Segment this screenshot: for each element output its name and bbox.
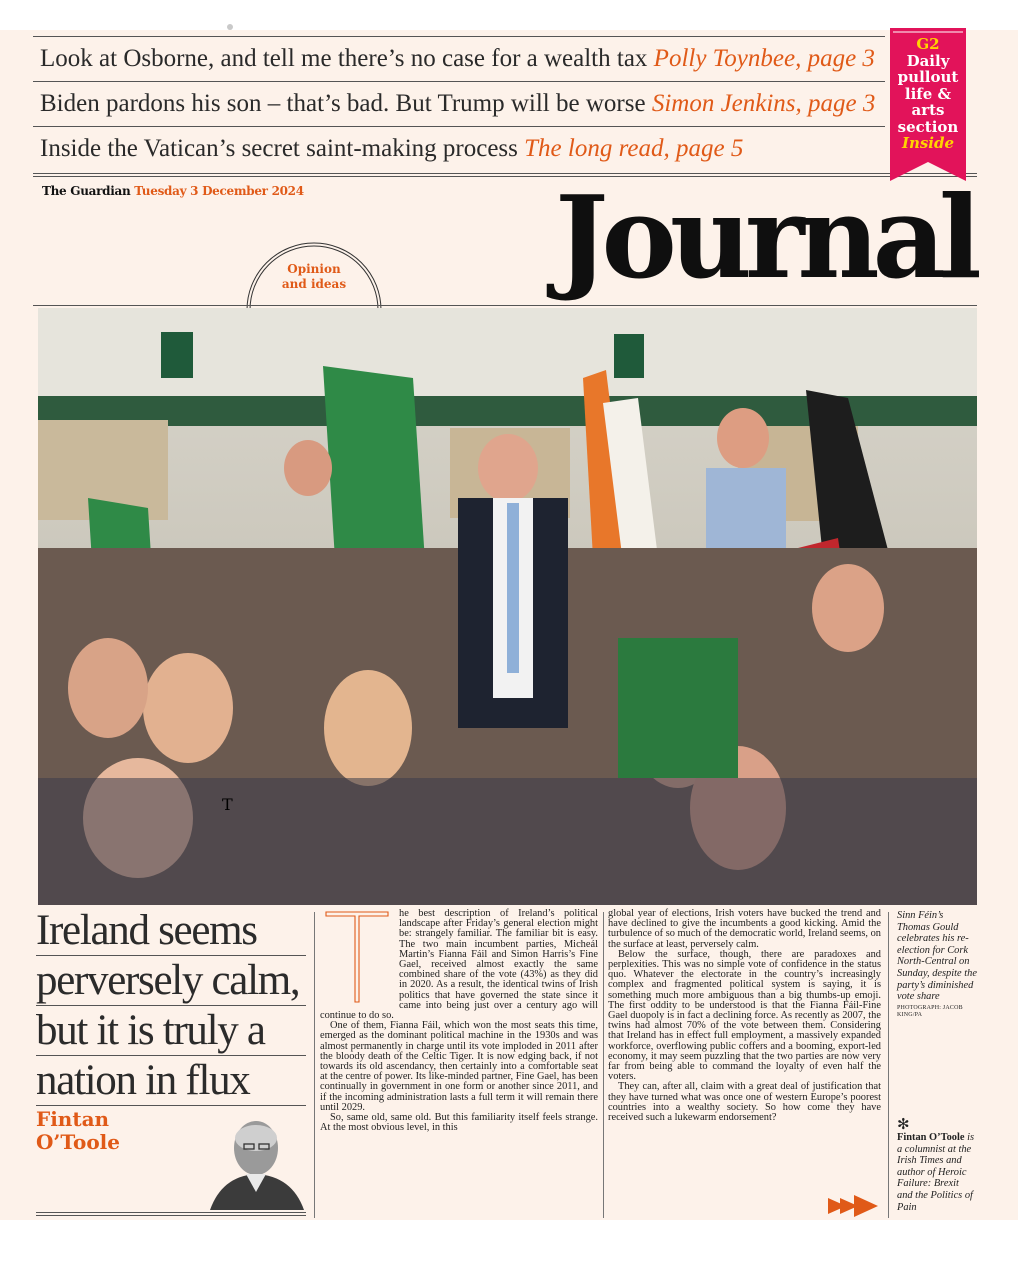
g2-text: life & <box>904 84 952 103</box>
asterisk-icon: ✻ <box>897 1117 910 1133</box>
masthead-dateline <box>42 184 304 198</box>
badge-line: Opinion <box>287 262 341 276</box>
brand-name: The Guardian <box>42 184 131 198</box>
author-photo <box>202 1110 307 1210</box>
footer-rule <box>36 1212 306 1216</box>
column-rule <box>888 912 889 1218</box>
paragraph: One of them, Fianna Fáil, which won the most seats this time, emerged as the dominant political machine in the 1930s and was almost permanently in charge until its vote imploded in 2011 after the bloody death of the Celtic Tiger. It is now edging back, if not towards its old ascendancy, then certainly into a comfortable seat at the centre of power. Its like-minded partner, Fine Gael, has been continually in government in one form or another since 2011, and if the incoming administration lasts a full term it will remain there until 2029. <box>320 1020 598 1113</box>
teaser-2[interactable] <box>33 81 885 126</box>
g2-pullout-badge[interactable] <box>890 28 966 181</box>
teaser-ref: Simon Jenkins, page 3 <box>651 90 876 117</box>
headline-line: but it is truly a <box>36 1006 306 1056</box>
author-first: Fintan <box>36 1107 110 1131</box>
g2-text: pullout <box>897 68 959 86</box>
caption-text: Sinn Féin’s Thomas Gould celebrates his re-election for Cork North-Central on Sunday, despite the party’s diminished vote share <box>897 910 977 1003</box>
article-column-2 <box>608 909 881 1123</box>
badge-line: and ideas <box>281 277 347 291</box>
section-title: Journal <box>555 171 975 304</box>
photo-caption <box>897 910 977 1020</box>
author-bio <box>897 1118 977 1213</box>
paragraph: Below the surface, though, there are paradoxes and perplexities. This was no simple vote of confidence in the status quo. Whatever the electorate in the country’s increasingly complex and fragmented political system is saying, it is something much more ambiguous than a big thumbs-up emoji. The first oddity to be understood is that the Fianna Fáil-Fine Gael duopoly is in fact a declining force. As recently as 2007, the twins had almost 70% of the vote between them. Considering that Ireland has in effect full employment, a massively expanded workforce, overflowing public coffers and a booming, export-led economy, it may seem puzzling that the two parties are now very far from being able to command the loyalty of even half the voters. <box>608 948 881 1083</box>
teaser-ref: Polly Toynbee, page 3 <box>653 45 875 72</box>
g2-text: section <box>897 117 959 136</box>
opinion-badge <box>246 250 382 310</box>
article-headline <box>36 906 306 1106</box>
column-rule <box>314 912 315 1218</box>
author-byline[interactable] <box>36 1108 120 1154</box>
teaser-ref: The long read, page 5 <box>524 135 744 162</box>
paragraph: So, same old, same old. But this familiarity itself feels strange. At the most obvious level, in this <box>320 1112 598 1134</box>
teaser-headline: Inside the Vatican’s secret saint-making process <box>40 135 518 162</box>
g2-label: G2 <box>916 35 940 53</box>
teaser-headline: Biden pardons his son – that’s bad. But Trump will be worse <box>40 90 646 117</box>
paragraph: he best description of Ireland’s political landscape after Friday’s general election might be: strangely familiar. The familiar bit is easy. The two main incumbent parties, Micheál Martin’s Fianna Fáil and Simon Harris’s Fine Gael, received almost exactly the same combined share of the vote (43%) as they did in 2020. As a result, the identical twins of Irish politics that have governed the state since it came into being just over a century ago will continue to do so. <box>320 908 598 1022</box>
headline-line: perversely calm, <box>36 956 306 1006</box>
punch-dot <box>227 24 233 30</box>
headline-line: Ireland seems <box>36 906 306 956</box>
drop-cap-letter: T <box>222 795 233 814</box>
g2-text: arts <box>911 101 945 119</box>
author-last: O’Toole <box>36 1130 120 1154</box>
photo-credit: PHOTOGRAPH: JACOB KING/PA <box>897 1004 963 1019</box>
issue-date: Tuesday 3 December 2024 <box>134 184 304 198</box>
g2-inside: Inside <box>901 134 955 152</box>
bio-text: is a columnist at the Irish Times and author of Heroic Failure: Brexit and the Politics of Pain <box>897 1132 974 1213</box>
g2-text: Daily <box>906 51 950 70</box>
teaser-3[interactable] <box>33 126 885 171</box>
headline-line: nation in flux <box>36 1056 306 1106</box>
teaser-headline: Look at Osborne, and tell me there’s no case for a wealth tax <box>40 45 648 72</box>
teaser-1[interactable] <box>33 36 885 81</box>
main-photo <box>38 308 977 905</box>
article-column-1 <box>320 909 598 1133</box>
column-rule <box>603 912 604 1218</box>
paragraph: They can, after all, claim with a great deal of justification that they have turned what was once one of western Europe’s poorest countries into a wealthy society. So how come they have received such a lukewarm endorsement? <box>608 1081 881 1124</box>
paragraph: global year of elections, Irish voters have bucked the trend and have declined to give the incumbents a good kicking. Amid the turbulence of so much of the democratic world, Ireland seems, on the surface at least, perversely calm. <box>608 908 881 950</box>
continue-arrow-icon[interactable] <box>826 1193 880 1219</box>
masthead-rule <box>33 305 977 306</box>
bio-name: Fintan O’Toole <box>897 1132 965 1143</box>
